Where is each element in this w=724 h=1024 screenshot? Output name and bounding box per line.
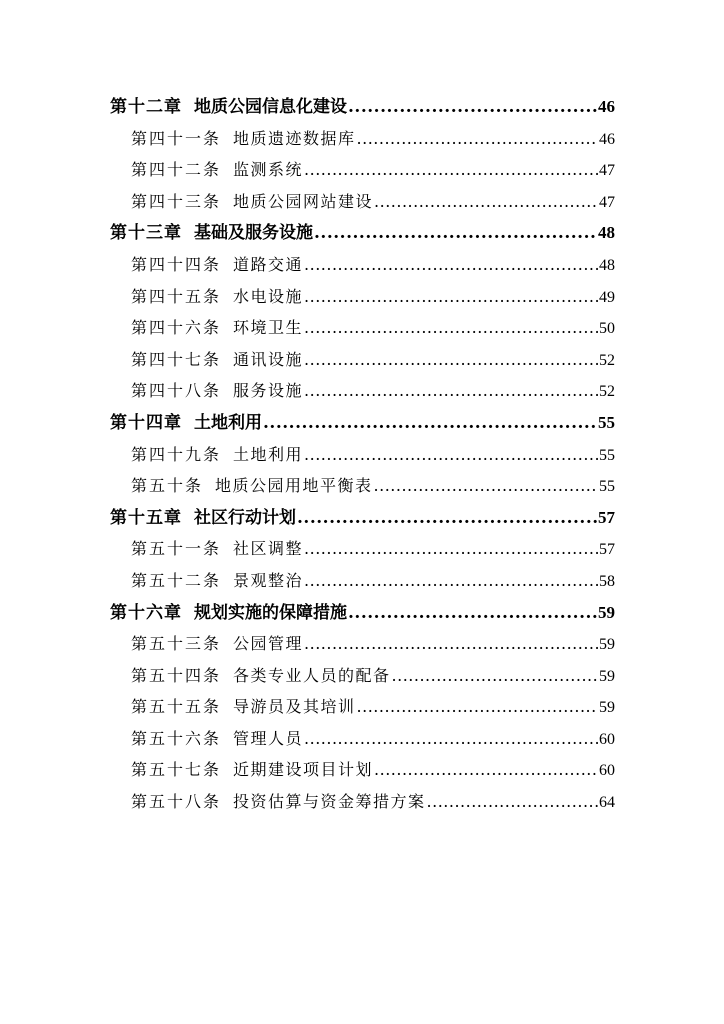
toc-section-entry[interactable]	[110, 565, 615, 597]
toc-chapter-entry[interactable]	[110, 597, 615, 629]
toc-entry-title: 社区行动计划	[194, 507, 296, 528]
toc-chapter-entry[interactable]	[110, 217, 615, 249]
toc-section-entry[interactable]	[110, 723, 615, 755]
table-of-contents	[110, 91, 615, 818]
toc-entry-number: 第四十九条	[131, 444, 222, 464]
toc-dot-leader	[374, 754, 598, 786]
toc-entry-number: 第五十三条	[131, 634, 222, 654]
toc-entry-page: 50	[599, 320, 615, 338]
toc-entry-title: 景观整治	[233, 570, 304, 590]
toc-dot-leader	[348, 92, 597, 123]
toc-dot-leader	[304, 154, 598, 186]
toc-entry-page: 55	[599, 478, 615, 496]
toc-entry-title: 基础及服务设施	[194, 223, 313, 244]
toc-entry-page: 59	[599, 636, 615, 654]
toc-entry-number: 第四十六条	[131, 318, 222, 338]
toc-section-entry[interactable]	[110, 533, 615, 565]
toc-entry-number: 第四十二条	[131, 160, 222, 180]
toc-entry-title: 社区调整	[233, 539, 304, 559]
toc-dot-leader	[348, 598, 597, 629]
toc-dot-leader	[314, 218, 597, 249]
toc-entry-number: 第四十三条	[131, 191, 222, 211]
toc-entry-page: 47	[599, 193, 615, 211]
toc-entry-page: 58	[599, 572, 615, 590]
toc-entry-number: 第十二章	[110, 97, 182, 117]
toc-entry-number: 第四十四条	[131, 254, 222, 274]
toc-entry-number: 第四十一条	[131, 128, 222, 148]
toc-entry-page: 47	[599, 162, 615, 180]
toc-dot-leader	[304, 628, 598, 660]
toc-entry-title: 规划实施的保障措施	[194, 602, 347, 623]
toc-entry-number: 第四十五条	[131, 286, 222, 306]
toc-dot-leader	[304, 249, 598, 281]
toc-entry-page: 59	[599, 667, 615, 685]
toc-entry-page: 55	[598, 412, 615, 432]
toc-entry-title: 地质公园网站建设	[233, 191, 374, 211]
toc-entry-page: 57	[599, 541, 615, 559]
toc-entry-number: 第五十条	[131, 476, 204, 496]
toc-dot-leader	[297, 503, 597, 534]
toc-section-entry[interactable]	[110, 281, 615, 313]
toc-entry-title: 监测系统	[233, 160, 304, 180]
toc-entry-number: 第五十四条	[131, 665, 222, 685]
toc-entry-title: 管理人员	[233, 728, 304, 748]
toc-entry-title: 地质公园用地平衡表	[215, 476, 373, 496]
toc-dot-leader	[374, 470, 598, 502]
toc-entry-title: 通讯设施	[233, 349, 304, 369]
toc-entry-page: 60	[599, 730, 615, 748]
toc-section-entry[interactable]	[110, 628, 615, 660]
toc-entry-page: 59	[599, 699, 615, 717]
toc-section-entry[interactable]	[110, 375, 615, 407]
toc-entry-number: 第五十一条	[131, 539, 222, 559]
toc-entry-page: 60	[599, 762, 615, 780]
toc-entry-number: 第十四章	[110, 412, 182, 433]
toc-entry-title: 道路交通	[233, 254, 304, 274]
toc-section-entry[interactable]	[110, 439, 615, 471]
toc-dot-leader	[357, 691, 598, 723]
toc-section-entry[interactable]	[110, 312, 615, 344]
toc-entry-number: 第四十七条	[131, 349, 222, 369]
toc-entry-page: 49	[599, 288, 615, 306]
toc-entry-number: 第五十五条	[131, 697, 222, 717]
toc-entry-number: 第五十六条	[131, 728, 222, 748]
toc-entry-page: 55	[599, 446, 615, 464]
toc-section-entry[interactable]	[110, 249, 615, 281]
toc-section-entry[interactable]	[110, 123, 615, 155]
toc-dot-leader	[304, 723, 598, 755]
toc-entry-number: 第十三章	[110, 223, 182, 244]
toc-entry-number: 第五十七条	[131, 760, 222, 780]
toc-dot-leader	[357, 123, 598, 155]
toc-dot-leader	[304, 344, 598, 376]
toc-section-entry[interactable]	[110, 470, 615, 502]
toc-section-entry[interactable]	[110, 786, 615, 818]
toc-dot-leader	[304, 439, 598, 471]
toc-entry-page: 46	[598, 97, 615, 116]
toc-entry-page: 52	[599, 351, 615, 369]
toc-section-entry[interactable]	[110, 691, 615, 723]
toc-entry-title: 导游员及其培训	[233, 697, 356, 717]
toc-entry-title: 土地利用	[194, 412, 262, 433]
toc-dot-leader	[304, 281, 598, 313]
toc-entry-title: 公园管理	[233, 634, 304, 654]
toc-entry-page: 46	[599, 130, 615, 148]
toc-section-entry[interactable]	[110, 186, 615, 218]
toc-entry-title: 各类专业人员的配备	[233, 665, 391, 685]
toc-entry-title: 环境卫生	[233, 318, 304, 338]
toc-entry-page: 52	[599, 383, 615, 401]
toc-entry-page: 59	[598, 602, 615, 622]
toc-entry-title: 服务设施	[233, 381, 304, 401]
toc-dot-leader	[304, 375, 598, 407]
toc-section-entry[interactable]	[110, 660, 615, 692]
toc-section-entry[interactable]	[110, 154, 615, 186]
toc-entry-page: 64	[599, 794, 615, 812]
toc-dot-leader	[304, 533, 598, 565]
toc-entry-title: 水电设施	[233, 286, 304, 306]
toc-entry-number: 第十六章	[110, 602, 182, 623]
toc-entry-page: 48	[598, 223, 615, 243]
toc-entry-title: 投资估算与资金筹措方案	[233, 792, 426, 812]
toc-dot-leader	[304, 312, 598, 344]
toc-entry-number: 第五十二条	[131, 570, 222, 590]
toc-entry-number: 第五十八条	[131, 792, 222, 812]
toc-dot-leader	[263, 408, 597, 439]
toc-dot-leader	[392, 660, 598, 692]
toc-entry-title: 近期建设项目计划	[233, 760, 374, 780]
toc-entry-title: 地质公园信息化建设	[194, 97, 347, 117]
toc-section-entry[interactable]	[110, 754, 615, 786]
toc-dot-leader	[304, 565, 598, 597]
toc-chapter-entry[interactable]	[110, 91, 615, 123]
toc-dot-leader	[374, 186, 598, 218]
toc-chapter-entry[interactable]	[110, 407, 615, 439]
toc-dot-leader	[427, 786, 598, 818]
toc-entry-page: 57	[598, 507, 615, 527]
toc-section-entry[interactable]	[110, 344, 615, 376]
toc-entry-number: 第十五章	[110, 507, 182, 528]
toc-entry-title: 土地利用	[233, 444, 304, 464]
toc-entry-number: 第四十八条	[131, 381, 222, 401]
toc-entry-title: 地质遗迹数据库	[233, 128, 356, 148]
toc-entry-page: 48	[599, 256, 615, 274]
toc-chapter-entry[interactable]	[110, 502, 615, 534]
